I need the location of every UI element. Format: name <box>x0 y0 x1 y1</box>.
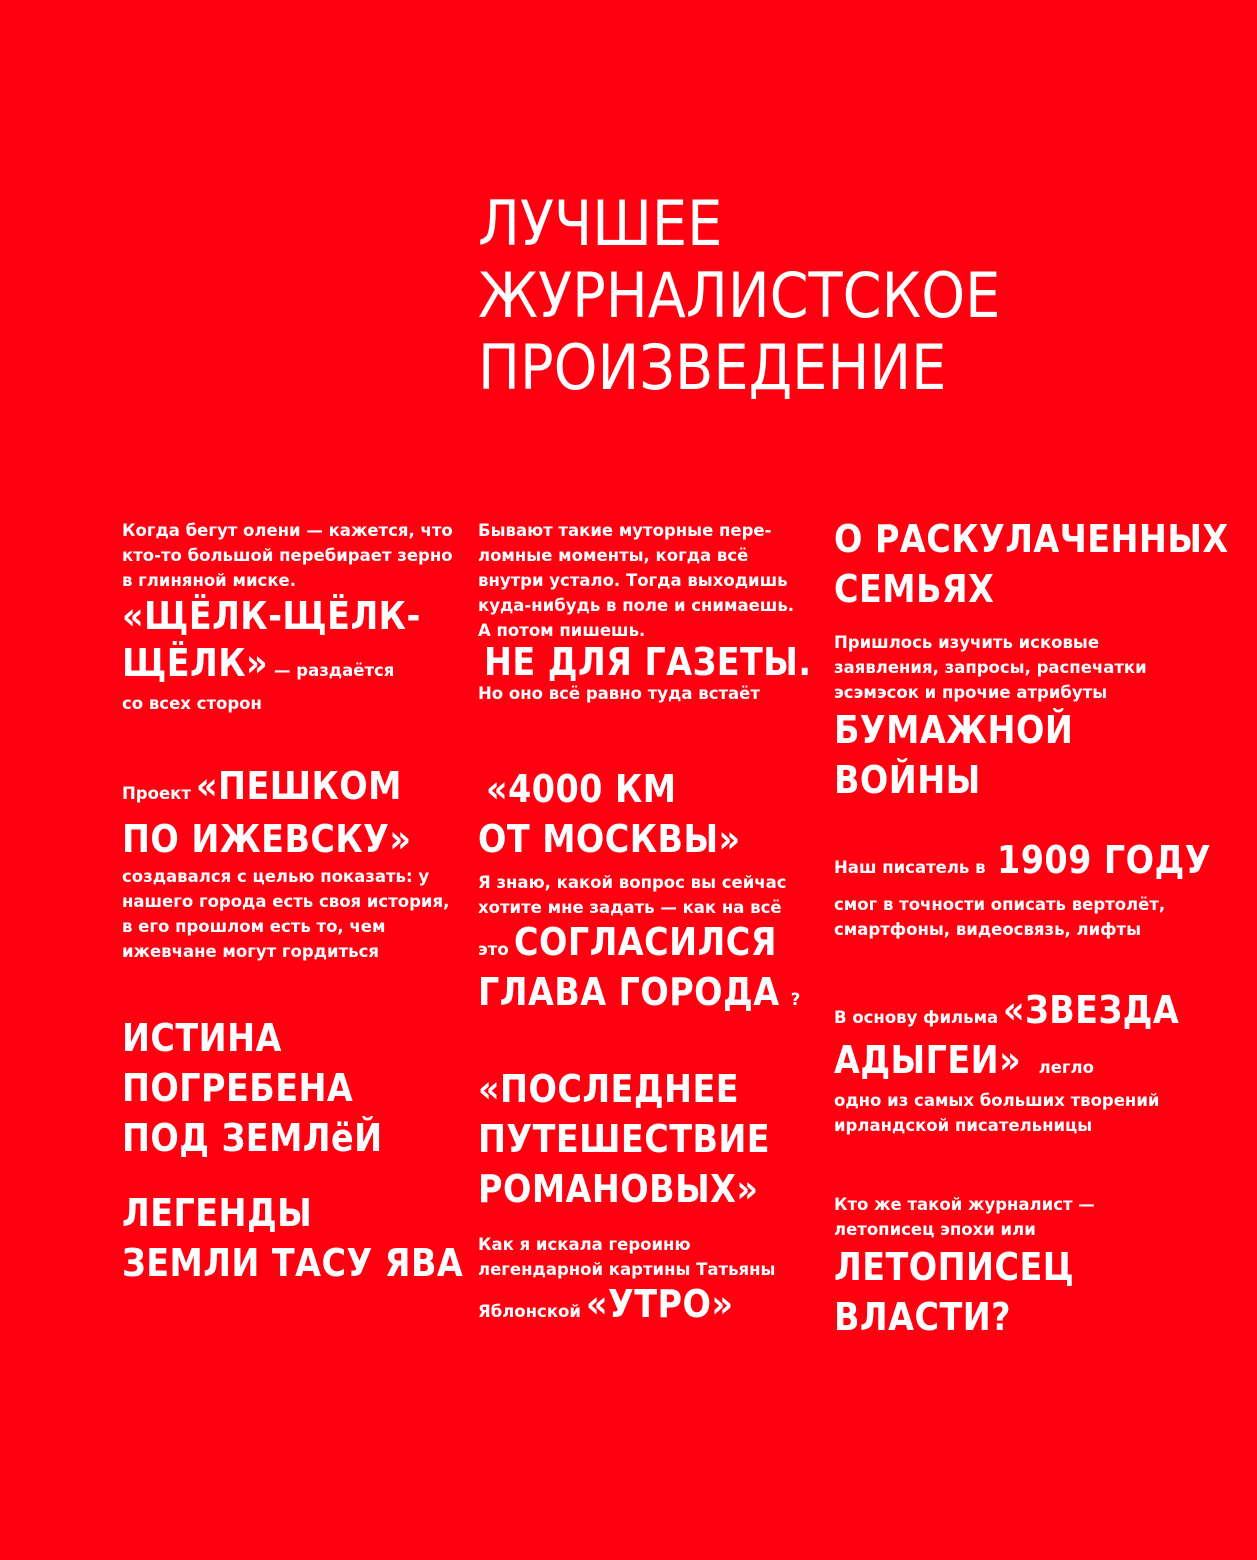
col2-block-c <box>478 1064 810 1332</box>
headline: ПО ИЖЕВСКУ» <box>122 817 412 861</box>
headline: НЕ ДЛЯ ГАЗЕТЫ. <box>484 640 812 684</box>
text-line: одно из самых больших творений <box>834 1091 1160 1110</box>
col2-block-b <box>478 764 813 1020</box>
main-title <box>478 188 1000 404</box>
headline: «ЩЁЛК-ЩЁЛК- <box>122 594 421 638</box>
text-line: смартфоны, видеосвязь, лифты <box>834 920 1142 939</box>
headline: ЛЕТОПИСЕЦ <box>834 1245 1075 1289</box>
headline: СЕМЬЯХ <box>834 567 995 611</box>
headline: АДЫГЕИ» <box>834 1038 1022 1082</box>
text-line: эсэмэсок и прочие атрибуты <box>834 683 1108 702</box>
text-pre: это <box>478 940 509 959</box>
text-line: куда-нибудь в поле и снимаешь. <box>478 596 795 615</box>
title-line-1: ЛУЧШЕЕ <box>478 187 723 260</box>
headline: ОТ МОСКВЫ» <box>478 817 741 861</box>
text-line: легендарной картины Татьяны <box>478 1260 776 1279</box>
text-line: ирландской писательницы <box>834 1116 1093 1135</box>
headline: ИСТИНА <box>122 1016 282 1060</box>
headline: О РАСКУЛАЧЕННЫХ <box>834 517 1229 561</box>
text-pre: В основу фильма <box>834 1008 999 1027</box>
text-line: хотите мне задать — как на всё <box>478 898 782 917</box>
text-line: Кто же такой журналист — <box>834 1195 1095 1214</box>
headline: ЗЕМЛИ ТАСУ ЯВА <box>122 1241 464 1285</box>
text-line: Как я искала героиню <box>478 1235 691 1254</box>
text-line: внутри устало. Тогда выходишь <box>478 571 788 590</box>
text-line: А потом пишешь. <box>478 621 646 640</box>
text-line: создавался с целью показать: у <box>122 867 430 886</box>
headline: ВЛАСТИ? <box>834 1295 1011 1339</box>
col3-block-c <box>834 988 1204 1138</box>
headline: «4000 КМ <box>486 767 677 811</box>
headline: ПОГРЕБЕНА <box>122 1066 354 1110</box>
text-line: ломные моменты, когда всё <box>478 546 749 565</box>
text-line: кто-то большой перебирает зерно <box>122 546 453 565</box>
title-line-3: ПРОИЗВЕДЕНИЕ <box>478 331 947 404</box>
headline: ПУТЕШЕСТВИЕ <box>478 1117 771 1161</box>
col1-block-a <box>122 518 462 716</box>
headline: «ПОСЛЕДНЕЕ <box>478 1067 740 1111</box>
headline: «ПЕШКОМ <box>196 764 402 808</box>
col1-block-d <box>122 1188 510 1288</box>
text-line: Но оно всё равно туда встаёт <box>478 684 760 703</box>
headline: ВОЙНЫ <box>834 758 981 802</box>
headline: ЛЕГЕНДЫ <box>122 1191 313 1235</box>
text-line: летописец эпохи или <box>834 1220 1036 1239</box>
headline: СОГЛАСИЛСЯ <box>513 920 777 964</box>
headline: «ЗВЕЗДА <box>1003 988 1180 1032</box>
text-line: в глиняной миске. <box>122 571 296 590</box>
text-tail: легло <box>1038 1058 1094 1077</box>
text-line: Пришлось изучить исковые <box>834 633 1100 652</box>
col3-block-b <box>834 838 1240 942</box>
text-line: ижевчане могут гордиться <box>122 942 379 961</box>
text-line: смог в точности описать вертолёт, <box>834 895 1166 914</box>
headline: БУМАЖНОЙ <box>834 708 1074 752</box>
title-line-2: ЖУРНАЛИСТСКОЕ <box>478 259 1001 332</box>
text-line: Бывают такие муторные пере- <box>478 521 772 540</box>
text-pre: Яблонской <box>478 1302 581 1321</box>
headline: «УТРО» <box>586 1282 734 1326</box>
headline: ЩЁЛК» <box>122 641 269 685</box>
headline: ПОД ЗЕМЛёЙ <box>122 1116 383 1160</box>
text-line: нашего города есть своя история, <box>122 892 450 911</box>
text-line: Когда бегут олени — кажется, что <box>122 521 453 540</box>
col3-block-a <box>834 514 1257 805</box>
headline: РОМАНОВЫХ» <box>478 1167 759 1211</box>
col1-block-b <box>122 764 451 964</box>
text-pre: Проект <box>122 784 191 803</box>
headline: ГЛАВА ГОРОДА <box>478 970 780 1014</box>
col3-block-d <box>834 1192 1107 1342</box>
col1-block-c <box>122 1013 418 1163</box>
question-mark: ? <box>790 990 801 1009</box>
text-line: Я знаю, какой вопрос вы сейчас <box>478 873 787 892</box>
text-line: заявления, запросы, распечатки <box>834 658 1147 677</box>
text-line: в его прошлом есть то, чем <box>122 917 386 936</box>
col2-block-a <box>478 518 856 706</box>
text-pre: Наш писатель в <box>834 858 986 877</box>
text-line: со всех сторон <box>122 694 262 713</box>
headline: 1909 ГОДУ <box>996 838 1211 882</box>
text-tail: — раздаётся <box>274 661 395 680</box>
